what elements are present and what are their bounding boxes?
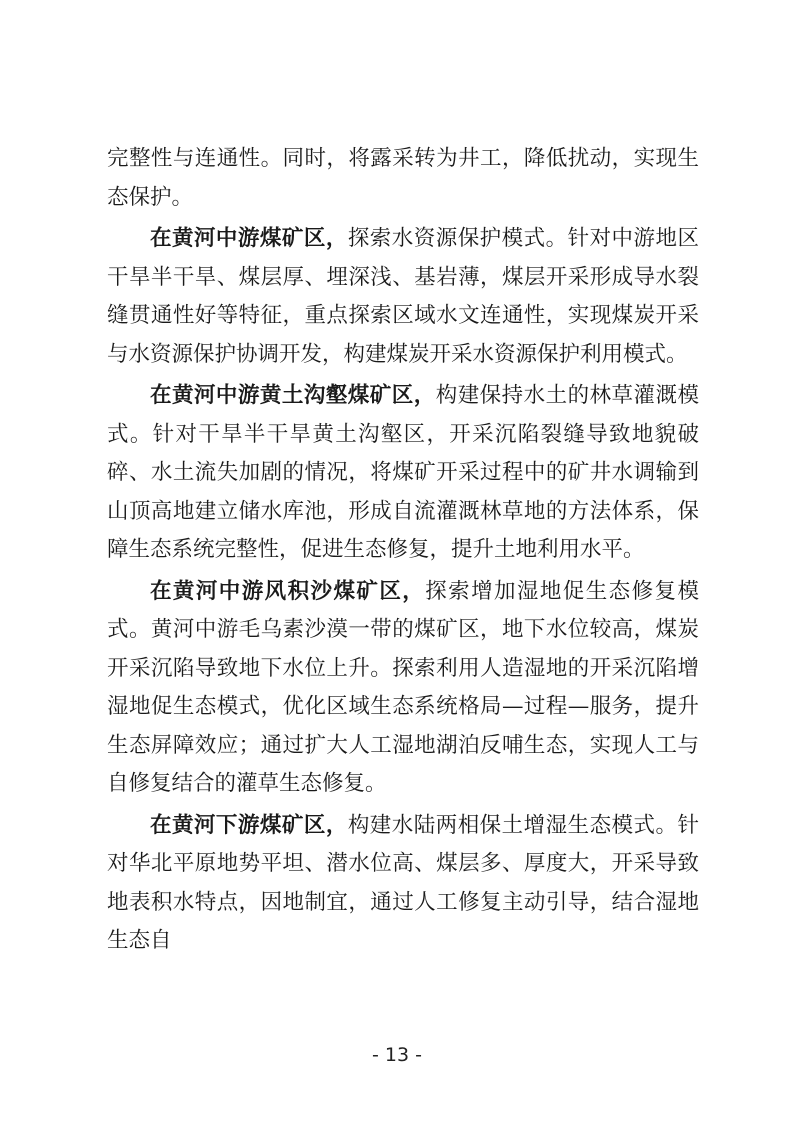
paragraph-lead: 在黄河中游风积沙煤矿区，: [150, 578, 426, 604]
paragraph-lead: 在黄河中游煤矿区，: [150, 226, 348, 251]
body-text: [107, 140, 699, 964]
paragraph-lead: 在黄河下游煤矿区，: [150, 812, 348, 838]
paragraph-text: 探索水资源保护模式。针对中游地区干旱半干旱、煤层厚、埋深浅、基岩薄，煤层开采形成导水裂缝贯通性好等特征，重点探索区域水文连通性，实现煤炭开采与水资源保护协调开发，构建煤炭开采水资源保护利用模式。: [107, 226, 699, 367]
paragraph-text: 构建水陆两相保土增湿生态模式。针对华北平原地势平坦、潜水位高、煤层多、厚度大，开采导致地表积水特点，因地制宜，通过人工修复主动引导，结合湿地生态自: [107, 812, 699, 953]
paragraph-middle-reaches-mining: [107, 220, 699, 374]
paragraph-continuation: [107, 140, 699, 217]
page-number: - 13 -: [372, 1044, 422, 1066]
paragraph-text: 构建保持水土的林草灌溉模式。针对干旱半干旱黄土沟壑区，开采沉陷裂缝导致地貌破碎、水土流失加剧的情况，将煤矿开采过程中的矿井水调输到山顶高地建立储水库池，形成自流灌溉林草地的方法体系，保障生态系统完整性，促进生态修复，提升土地利用水平。: [107, 383, 699, 562]
paragraph-aeolian-sand-mining: [107, 573, 699, 804]
paragraph-text: 完整性与连通性。同时，将露采转为井工，降低扰动，实现生态保护。: [107, 146, 699, 210]
paragraph-loess-gully-mining: [107, 377, 699, 570]
paragraph-text: 探索增加湿地促生态修复模式。黄河中游毛乌素沙漠一带的煤矿区，地下水位较高，煤炭开采沉陷导致地下水位上升。探索利用人造湿地的开采沉陷增湿地促生态模式，优化区域生态系统格局—过程—服务，提升生态屏障效应；通过扩大人工湿地湖泊反哺生态，实现人工与自修复结合的灌草生态修复。: [107, 578, 699, 796]
paragraph-lead: 在黄河中游黄土沟壑煤矿区，: [150, 383, 436, 408]
paragraph-lower-reaches-mining: [107, 807, 699, 961]
